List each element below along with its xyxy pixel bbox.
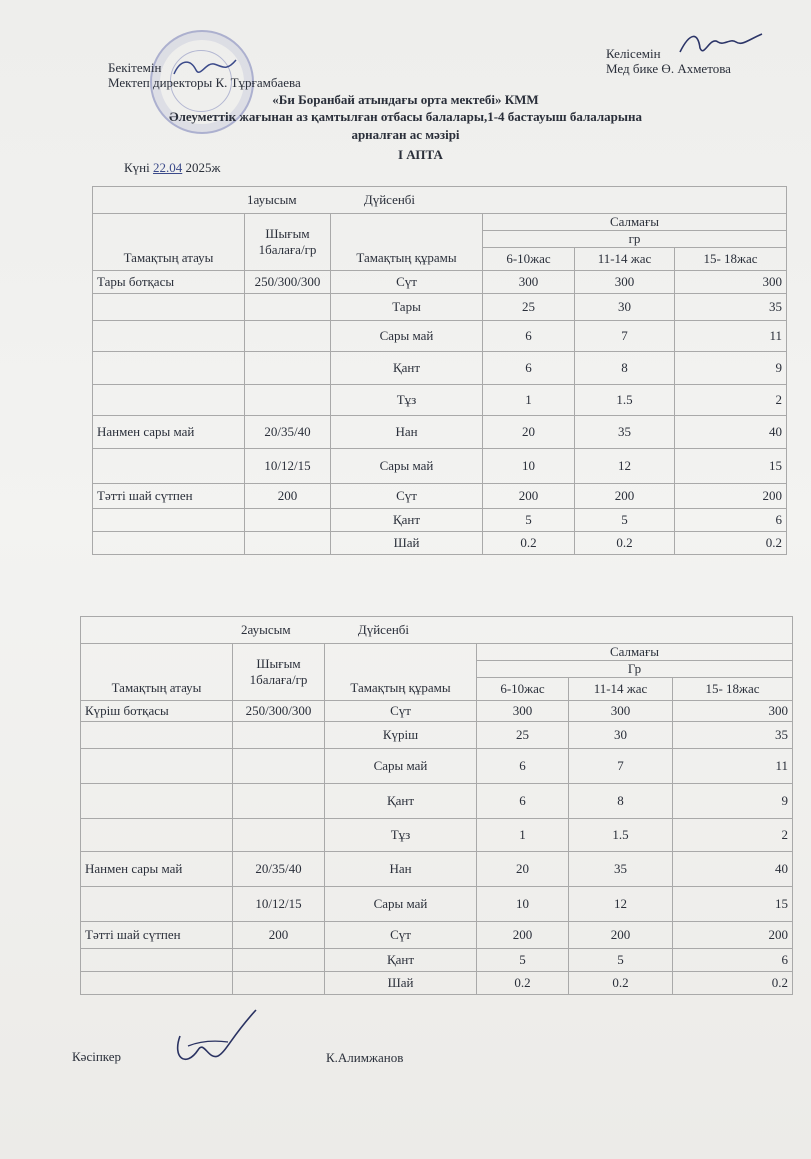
weight-6-10-cell: 6 xyxy=(483,352,575,385)
dish-cell xyxy=(81,972,233,995)
yield-cell: 250/300/300 xyxy=(245,271,331,294)
col-yield xyxy=(233,644,325,701)
dish-cell: Күріш ботқасы xyxy=(81,701,233,722)
ingredient-cell: Сүт xyxy=(325,922,477,949)
yield-cell xyxy=(233,819,325,852)
yield-cell xyxy=(233,949,325,972)
weight-15-18-cell: 9 xyxy=(675,352,787,385)
col-age-15-18: 15- 18жас xyxy=(673,678,793,701)
weight-6-10-cell: 25 xyxy=(483,294,575,321)
approve-label: Бекітемін xyxy=(108,60,162,75)
weight-15-18-cell: 2 xyxy=(673,819,793,852)
weight-15-18-cell: 6 xyxy=(675,509,787,532)
weight-6-10-cell: 200 xyxy=(483,484,575,509)
weight-6-10-cell: 6 xyxy=(477,784,569,819)
day-label: Дүйсенбі xyxy=(363,192,416,207)
col-age-11-14: 11-14 жас xyxy=(575,248,675,271)
shift-header xyxy=(81,617,793,644)
weight-6-10-cell: 1 xyxy=(477,819,569,852)
col-yield-line2: 1балаға/гр xyxy=(249,672,308,687)
ingredient-cell: Шай xyxy=(331,532,483,555)
weight-15-18-cell: 9 xyxy=(673,784,793,819)
weight-6-10-cell: 200 xyxy=(477,922,569,949)
date-label: Күні xyxy=(124,160,150,175)
weight-15-18-cell: 200 xyxy=(675,484,787,509)
yield-cell xyxy=(245,509,331,532)
weight-11-14-cell: 7 xyxy=(569,749,673,784)
title-line-1: Әлеуметтік жағынан аз қамтылған отбасы балалары,1-4 бастауыш балаларына xyxy=(168,109,643,124)
weight-11-14-cell: 30 xyxy=(569,722,673,749)
col-weight: Салмағы xyxy=(477,644,793,661)
yield-cell xyxy=(233,972,325,995)
ingredient-cell: Тары xyxy=(331,294,483,321)
col-age-11-14: 11-14 жас xyxy=(569,678,673,701)
weight-11-14-cell: 12 xyxy=(575,449,675,484)
dish-cell xyxy=(81,784,233,819)
weight-11-14-cell: 200 xyxy=(569,922,673,949)
yield-cell xyxy=(245,385,331,416)
weight-11-14-cell: 5 xyxy=(569,949,673,972)
weight-11-14-cell: 30 xyxy=(575,294,675,321)
col-composition: Тамақтың құрамы xyxy=(325,644,477,701)
ingredient-cell: Нан xyxy=(331,416,483,449)
yield-cell: 10/12/15 xyxy=(245,449,331,484)
nurse-signature xyxy=(676,28,766,60)
weight-11-14-cell: 35 xyxy=(575,416,675,449)
weight-11-14-cell: 35 xyxy=(569,852,673,887)
entrepreneur-signature xyxy=(168,1006,258,1076)
table-row xyxy=(81,949,793,972)
table-row xyxy=(93,449,787,484)
table-row xyxy=(93,509,787,532)
weight-6-10-cell: 0.2 xyxy=(483,532,575,555)
table-row xyxy=(93,321,787,352)
col-yield-line1: Шығым xyxy=(256,656,301,671)
table-row xyxy=(81,887,793,922)
director-signature xyxy=(170,52,240,82)
footer-role: Кәсіпкер xyxy=(72,1049,122,1064)
ingredient-cell: Қант xyxy=(331,352,483,385)
col-dish-name: Тамақтың атауы xyxy=(93,214,245,271)
weight-11-14-cell: 8 xyxy=(569,784,673,819)
weight-15-18-cell: 2 xyxy=(675,385,787,416)
weight-11-14-cell: 1.5 xyxy=(569,819,673,852)
title-line-2: арналған ас мәзірі xyxy=(351,127,460,142)
dish-cell xyxy=(93,509,245,532)
col-age-15-18: 15- 18жас xyxy=(675,248,787,271)
ingredient-cell: Қант xyxy=(325,949,477,972)
ingredient-cell: Сүт xyxy=(331,271,483,294)
weight-15-18-cell: 200 xyxy=(673,922,793,949)
dish-cell xyxy=(81,749,233,784)
weight-15-18-cell: 11 xyxy=(673,749,793,784)
week-label: І АПТА xyxy=(398,147,443,162)
yield-cell xyxy=(233,749,325,784)
menu-table-shift-2 xyxy=(80,616,793,995)
ingredient-cell: Сары май xyxy=(331,321,483,352)
dish-cell xyxy=(93,532,245,555)
ingredient-cell: Сүт xyxy=(325,701,477,722)
weight-11-14-cell: 0.2 xyxy=(569,972,673,995)
weight-11-14-cell: 300 xyxy=(575,271,675,294)
table-row xyxy=(93,271,787,294)
yield-cell: 200 xyxy=(233,922,325,949)
weight-15-18-cell: 0.2 xyxy=(673,972,793,995)
table-row xyxy=(81,701,793,722)
dish-cell xyxy=(81,722,233,749)
ingredient-cell: Сары май xyxy=(331,449,483,484)
col-age-6-10: 6-10жас xyxy=(483,248,575,271)
ingredient-cell: Күріш xyxy=(325,722,477,749)
yield-cell xyxy=(233,784,325,819)
date-year: 2025ж xyxy=(185,160,221,175)
ingredient-cell: Шай xyxy=(325,972,477,995)
weight-11-14-cell: 0.2 xyxy=(575,532,675,555)
weight-15-18-cell: 15 xyxy=(673,887,793,922)
weight-11-14-cell: 12 xyxy=(569,887,673,922)
yield-cell: 20/35/40 xyxy=(233,852,325,887)
table-row xyxy=(93,385,787,416)
dish-cell xyxy=(81,887,233,922)
weight-11-14-cell: 300 xyxy=(569,701,673,722)
dish-cell xyxy=(93,321,245,352)
shift-header xyxy=(93,187,787,214)
ingredient-cell: Сары май xyxy=(325,749,477,784)
weight-15-18-cell: 15 xyxy=(675,449,787,484)
day-label: Дүйсенбі xyxy=(357,622,410,637)
weight-15-18-cell: 35 xyxy=(675,294,787,321)
weight-6-10-cell: 300 xyxy=(483,271,575,294)
col-yield xyxy=(245,214,331,271)
weight-6-10-cell: 10 xyxy=(477,887,569,922)
table-row xyxy=(93,294,787,321)
weight-15-18-cell: 300 xyxy=(675,271,787,294)
nurse-line: Мед бике Ө. Ахметова xyxy=(606,61,731,76)
yield-cell xyxy=(233,722,325,749)
ingredient-cell: Қант xyxy=(325,784,477,819)
weight-6-10-cell: 20 xyxy=(477,852,569,887)
weight-6-10-cell: 20 xyxy=(483,416,575,449)
ingredient-cell: Нан xyxy=(325,852,477,887)
weight-15-18-cell: 40 xyxy=(673,852,793,887)
weight-6-10-cell: 0.2 xyxy=(477,972,569,995)
weight-15-18-cell: 35 xyxy=(673,722,793,749)
weight-11-14-cell: 7 xyxy=(575,321,675,352)
table-row xyxy=(81,922,793,949)
table-row xyxy=(93,416,787,449)
weight-15-18-cell: 6 xyxy=(673,949,793,972)
weight-11-14-cell: 8 xyxy=(575,352,675,385)
yield-cell xyxy=(245,352,331,385)
ingredient-cell: Тұз xyxy=(331,385,483,416)
table-row xyxy=(93,484,787,509)
col-weight-unit: гр xyxy=(483,231,787,248)
yield-cell xyxy=(245,321,331,352)
menu-table-shift-1 xyxy=(92,186,787,555)
date-value: 22.04 xyxy=(153,160,183,175)
weight-15-18-cell: 40 xyxy=(675,416,787,449)
yield-cell: 10/12/15 xyxy=(233,887,325,922)
ingredient-cell: Қант xyxy=(331,509,483,532)
dish-cell xyxy=(81,819,233,852)
col-age-6-10: 6-10жас xyxy=(477,678,569,701)
weight-15-18-cell: 300 xyxy=(673,701,793,722)
col-weight: Салмағы xyxy=(483,214,787,231)
dish-cell: Тары ботқасы xyxy=(93,271,245,294)
col-composition: Тамақтың құрамы xyxy=(331,214,483,271)
dish-cell xyxy=(81,949,233,972)
weight-6-10-cell: 10 xyxy=(483,449,575,484)
dish-cell xyxy=(93,352,245,385)
weight-6-10-cell: 5 xyxy=(483,509,575,532)
dish-cell xyxy=(93,294,245,321)
table-row xyxy=(93,532,787,555)
weight-6-10-cell: 25 xyxy=(477,722,569,749)
col-weight-unit: Гр xyxy=(477,661,793,678)
school-line: «Би Боранбай атындағы орта мектебі» КММ xyxy=(272,92,539,107)
dish-cell xyxy=(93,449,245,484)
weight-11-14-cell: 200 xyxy=(575,484,675,509)
dish-cell: Тәтті шай сүтпен xyxy=(93,484,245,509)
col-dish-name: Тамақтың атауы xyxy=(81,644,233,701)
weight-6-10-cell: 5 xyxy=(477,949,569,972)
yield-cell xyxy=(245,532,331,555)
table-row xyxy=(81,852,793,887)
table-row xyxy=(81,819,793,852)
shift-label: 2ауысым xyxy=(241,622,291,637)
ingredient-cell: Тұз xyxy=(325,819,477,852)
ingredient-cell: Сары май xyxy=(325,887,477,922)
weight-6-10-cell: 6 xyxy=(483,321,575,352)
agree-label: Келісемін xyxy=(606,46,661,61)
yield-cell: 200 xyxy=(245,484,331,509)
weight-6-10-cell: 1 xyxy=(483,385,575,416)
table-row xyxy=(81,972,793,995)
weight-15-18-cell: 0.2 xyxy=(675,532,787,555)
dish-cell: Тәтті шай сүтпен xyxy=(81,922,233,949)
yield-cell xyxy=(245,294,331,321)
weight-6-10-cell: 300 xyxy=(477,701,569,722)
ingredient-cell: Сүт xyxy=(331,484,483,509)
date-line xyxy=(124,160,220,175)
col-yield-line1: Шығым xyxy=(265,226,310,241)
yield-cell: 250/300/300 xyxy=(233,701,325,722)
weight-11-14-cell: 5 xyxy=(575,509,675,532)
dish-cell: Нанмен сары май xyxy=(81,852,233,887)
table-row xyxy=(81,784,793,819)
weight-6-10-cell: 6 xyxy=(477,749,569,784)
dish-cell: Нанмен сары май xyxy=(93,416,245,449)
table-row xyxy=(93,352,787,385)
shift-label: 1ауысым xyxy=(247,192,297,207)
director-line: Мектеп директоры К. Тұрғамбаева xyxy=(108,75,301,90)
col-yield-line2: 1балаға/гр xyxy=(258,242,317,257)
dish-cell xyxy=(93,385,245,416)
table-row xyxy=(81,722,793,749)
footer-name: К.Алимжанов xyxy=(326,1050,404,1065)
weight-15-18-cell: 11 xyxy=(675,321,787,352)
yield-cell: 20/35/40 xyxy=(245,416,331,449)
weight-11-14-cell: 1.5 xyxy=(575,385,675,416)
table-row xyxy=(81,749,793,784)
